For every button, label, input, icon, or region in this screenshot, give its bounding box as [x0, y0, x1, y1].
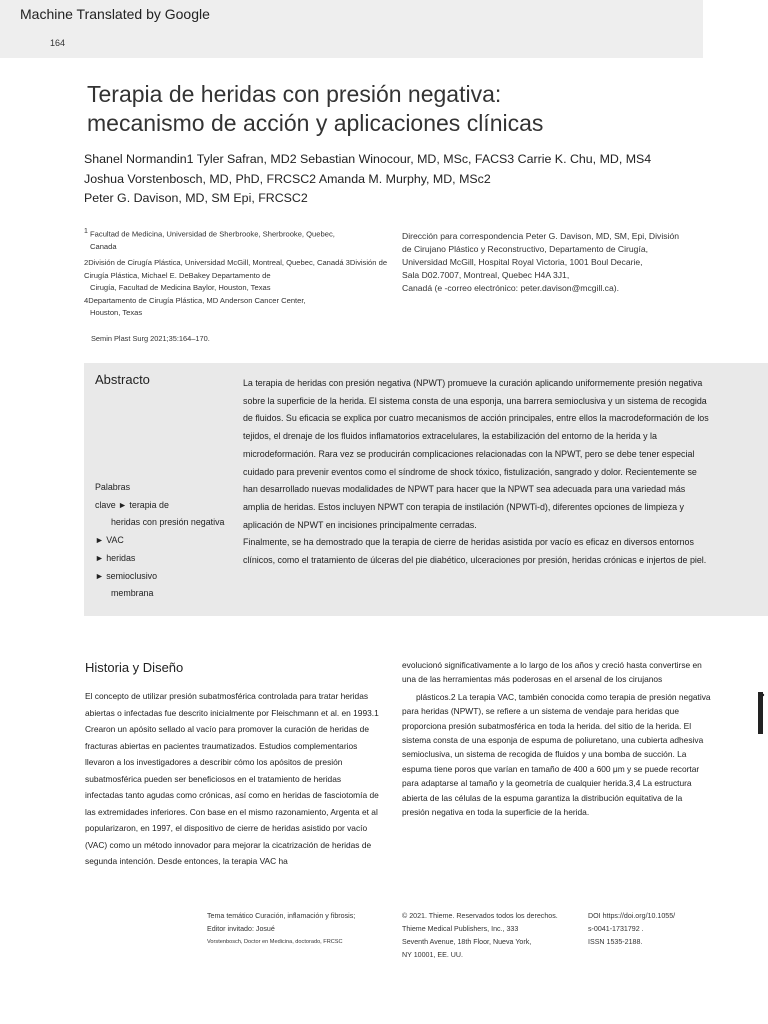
- citation: Semin Plast Surg 2021;35:164–170.: [91, 334, 210, 343]
- footer-line: Seventh Avenue, 18th Floor, Nueva York,: [402, 938, 532, 946]
- footer-line: s-0041-1731792 .: [588, 925, 644, 933]
- title-line-1: Terapia de heridas con presión negativa:: [87, 81, 502, 107]
- affiliation-1-number: 1: [84, 228, 88, 235]
- keyword-item: ► heridas: [95, 552, 136, 563]
- affiliation-1-text: Facultad de Medicina, Universidad de Sherbrooke, Sherbrooke, Quebec,: [90, 229, 335, 239]
- footer-line: © 2021. Thieme. Reservados todos los derechos.: [402, 912, 558, 920]
- correspondence-line: Dirección para correspondencia Peter G. Davison, MD, SM, Epi, División: [402, 231, 680, 241]
- authors-line-1: Shanel Normandin1 Tyler Safran, MD2 Sebastian Winocour, MD, MSc, FACS3 Carrie K. Chu, MD, MS4: [84, 152, 652, 166]
- abstract-heading: Abstracto: [95, 372, 150, 387]
- correspondence-line: de Cirujano Plástico y Reconstructivo, Departamento de Cirugía,: [402, 244, 648, 254]
- affiliations: [84, 226, 394, 319]
- keywords-label: Palabras: [95, 482, 131, 492]
- keyword-item: heridas con presión negativa: [111, 517, 225, 528]
- title-line-2: mecanismo de acción y aplicaciones clínicas: [87, 110, 544, 136]
- footer-line: DOI https://doi.org/10.1055/: [588, 912, 676, 920]
- author-list: [84, 150, 724, 209]
- abstract-paragraph-1: La terapia de heridas con presión negativa (NPWT) promueve la curación aplicando uniformemente presión negativa sobre la superficie de la herida. El sistema consta de una esponja, una barrera semioclusiva y un sistema de recogida de fluidos. Su eficacia se explica por cuatro mecanismos de acción principales, entre ellos la macrodeformación de los tejidos, el drenaje de los fluidos inflamatorios extracelulares, la estabilización del entorno de la herida y la microdeformación. Rara vez se producirán complicaciones relacionadas con la NPWT, pero se debe tener especial cuidado para prevenir eventos como el síndrome de shock tóxico, fistulización, sangrado y dolor. Recientemente se han desarrollado nuevas modalidades de NPWT para hacer que la NPWT sea adecuada para una variedad más amplia de heridas. Estos incluyen NPWT con terapia de instilación (NPWTi-d), diferentes opciones de limpieza y aplicación de NPWT en incisiones principalmente cerradas.: [243, 378, 709, 530]
- body-paragraph: plásticos.2 La terapia VAC, también conocida como terapia de presión negativa para heridas (NPWT), se refiere a un sistema de vendaje para heridas que proporciona presión subatmosférica en toda la herida. del sitio de la herida. El sistema consta de una esponja de espuma de poliuretano, una cubierta adhesiva semioclusiva, un sistema de recogida de fluidos y una bomba de succión. La espuma tiene poros que varían en tamaño de 400 a 600 μm y se puede recortar para adaptarse al tamaño y la geometría de cualquier herida.3,4 La estructura abierta de las células de la espuma garantiza la distribución equitativa de la presión negativa en toda la superficie de la herida.: [402, 691, 711, 818]
- footer-topic: [207, 910, 387, 949]
- correspondence-line: Sala D02.7007, Montreal, Quebec H4A 3J1,: [402, 270, 570, 280]
- affiliation-2-cont: Cirugía Plástica, Michael E. DeBakey Departamento de: [84, 270, 271, 280]
- authors-line-3: Peter G. Davison, MD, SM Epi, FRCSC2: [84, 191, 308, 205]
- authors-line-2: Joshua Vorstenbosch, MD, PhD, FRCSC2 Amanda M. Murphy, MD, MSc2: [84, 171, 491, 186]
- footer-copyright: [402, 910, 582, 962]
- footer-line: Thieme Medical Publishers, Inc., 333: [402, 925, 519, 933]
- affiliation-1: [84, 226, 394, 241]
- affiliation-2: 2División de Cirugía Plástica, Universidad McGill, Montreal, Quebec, Canadá 3División de: [84, 258, 388, 268]
- footer-line: ISSN 1535-2188.: [588, 938, 643, 946]
- affiliation-1-country: Canada: [90, 241, 117, 251]
- abstract-paragraph-2: Finalmente, se ha demostrado que la terapia de cierre de heridas asistida por vacío es eficaz en diversos entornos clínicos, como el tratamiento de úlceras del pie diabético, ulceraciones por presión, heridas crónicas e injertos de piel.: [243, 537, 707, 566]
- body-right-column: [402, 658, 712, 819]
- footer-line: Editor invitado: Josué: [207, 925, 275, 933]
- keyword-item: ► semioclusivo: [95, 570, 158, 581]
- keyword-item: ► VAC: [95, 535, 124, 546]
- footer-line: NY 10001, EE. UU.: [402, 951, 463, 959]
- affiliation-4-city: Houston, Texas: [90, 307, 143, 317]
- keyword-item: membrana: [111, 588, 154, 599]
- body-left-column: El concepto de utilizar presión subatmosférica controlada para tratar heridas abiertas o infectadas fue descrito inicialmente por Fleischmann et al. en 1993.1 Crearon un apósito sellado al vacío para promover la curación de heridas de fracturas abiertas en pacientes traumatizados. Estudios complementarios llevaron a los investigadores a describir cómo los apósitos de presión subatmosférica pueden ser beneficiosos en el tratamiento de heridas infectadas tanto agudas como crónicas, así como en heridas de fasciotomía de las extremidades inferiores. Con base en el mismo razonamiento, Argenta et al popularizaron, en 1997, el dispositivo de cierre de heridas asistido por vacío (VAC) como un método innovador para mejorar la cicatrización de heridas de segunda intención. Desde entonces, la terapia VAC ha: [85, 691, 379, 866]
- affiliation-2-cont-2: Cirugía, Facultad de Medicina Baylor, Houston, Texas: [90, 283, 271, 293]
- correspondence-line: Universidad McGill, Hospital Royal Victoria, 1001 Boul Decarie,: [402, 257, 643, 267]
- keyword-item: clave ► terapia de: [95, 499, 169, 510]
- correspondence-line: Canadá (e -correo electrónico: peter.davison@mcgill.ca).: [402, 283, 619, 293]
- footer-line: Tema temático Curación, inflamación y fibrosis;: [207, 912, 356, 920]
- section-heading: Historia y Diseño: [85, 660, 184, 675]
- abstract-text: [243, 375, 713, 570]
- page-number: 164: [50, 38, 66, 48]
- keywords: [95, 479, 245, 603]
- body-paragraph: evolucionó significativamente a lo largo de los años y creció hasta convertirse en una de las herramientas más poderosas en el arsenal de los cirujanos: [402, 660, 702, 685]
- footer-line: Vorstenbosch, Doctor en Medicina, doctorado, FRCSC: [207, 939, 343, 945]
- footer-doi: [588, 910, 708, 949]
- correspondence-address: [402, 230, 702, 295]
- publisher-side-stamp: [756, 690, 766, 736]
- machine-translated-label: Machine Translated by Google: [20, 6, 210, 22]
- affiliation-4: 4Departamento de Cirugía Plástica, MD Anderson Cancer Center,: [84, 295, 306, 305]
- article-title: [87, 80, 687, 138]
